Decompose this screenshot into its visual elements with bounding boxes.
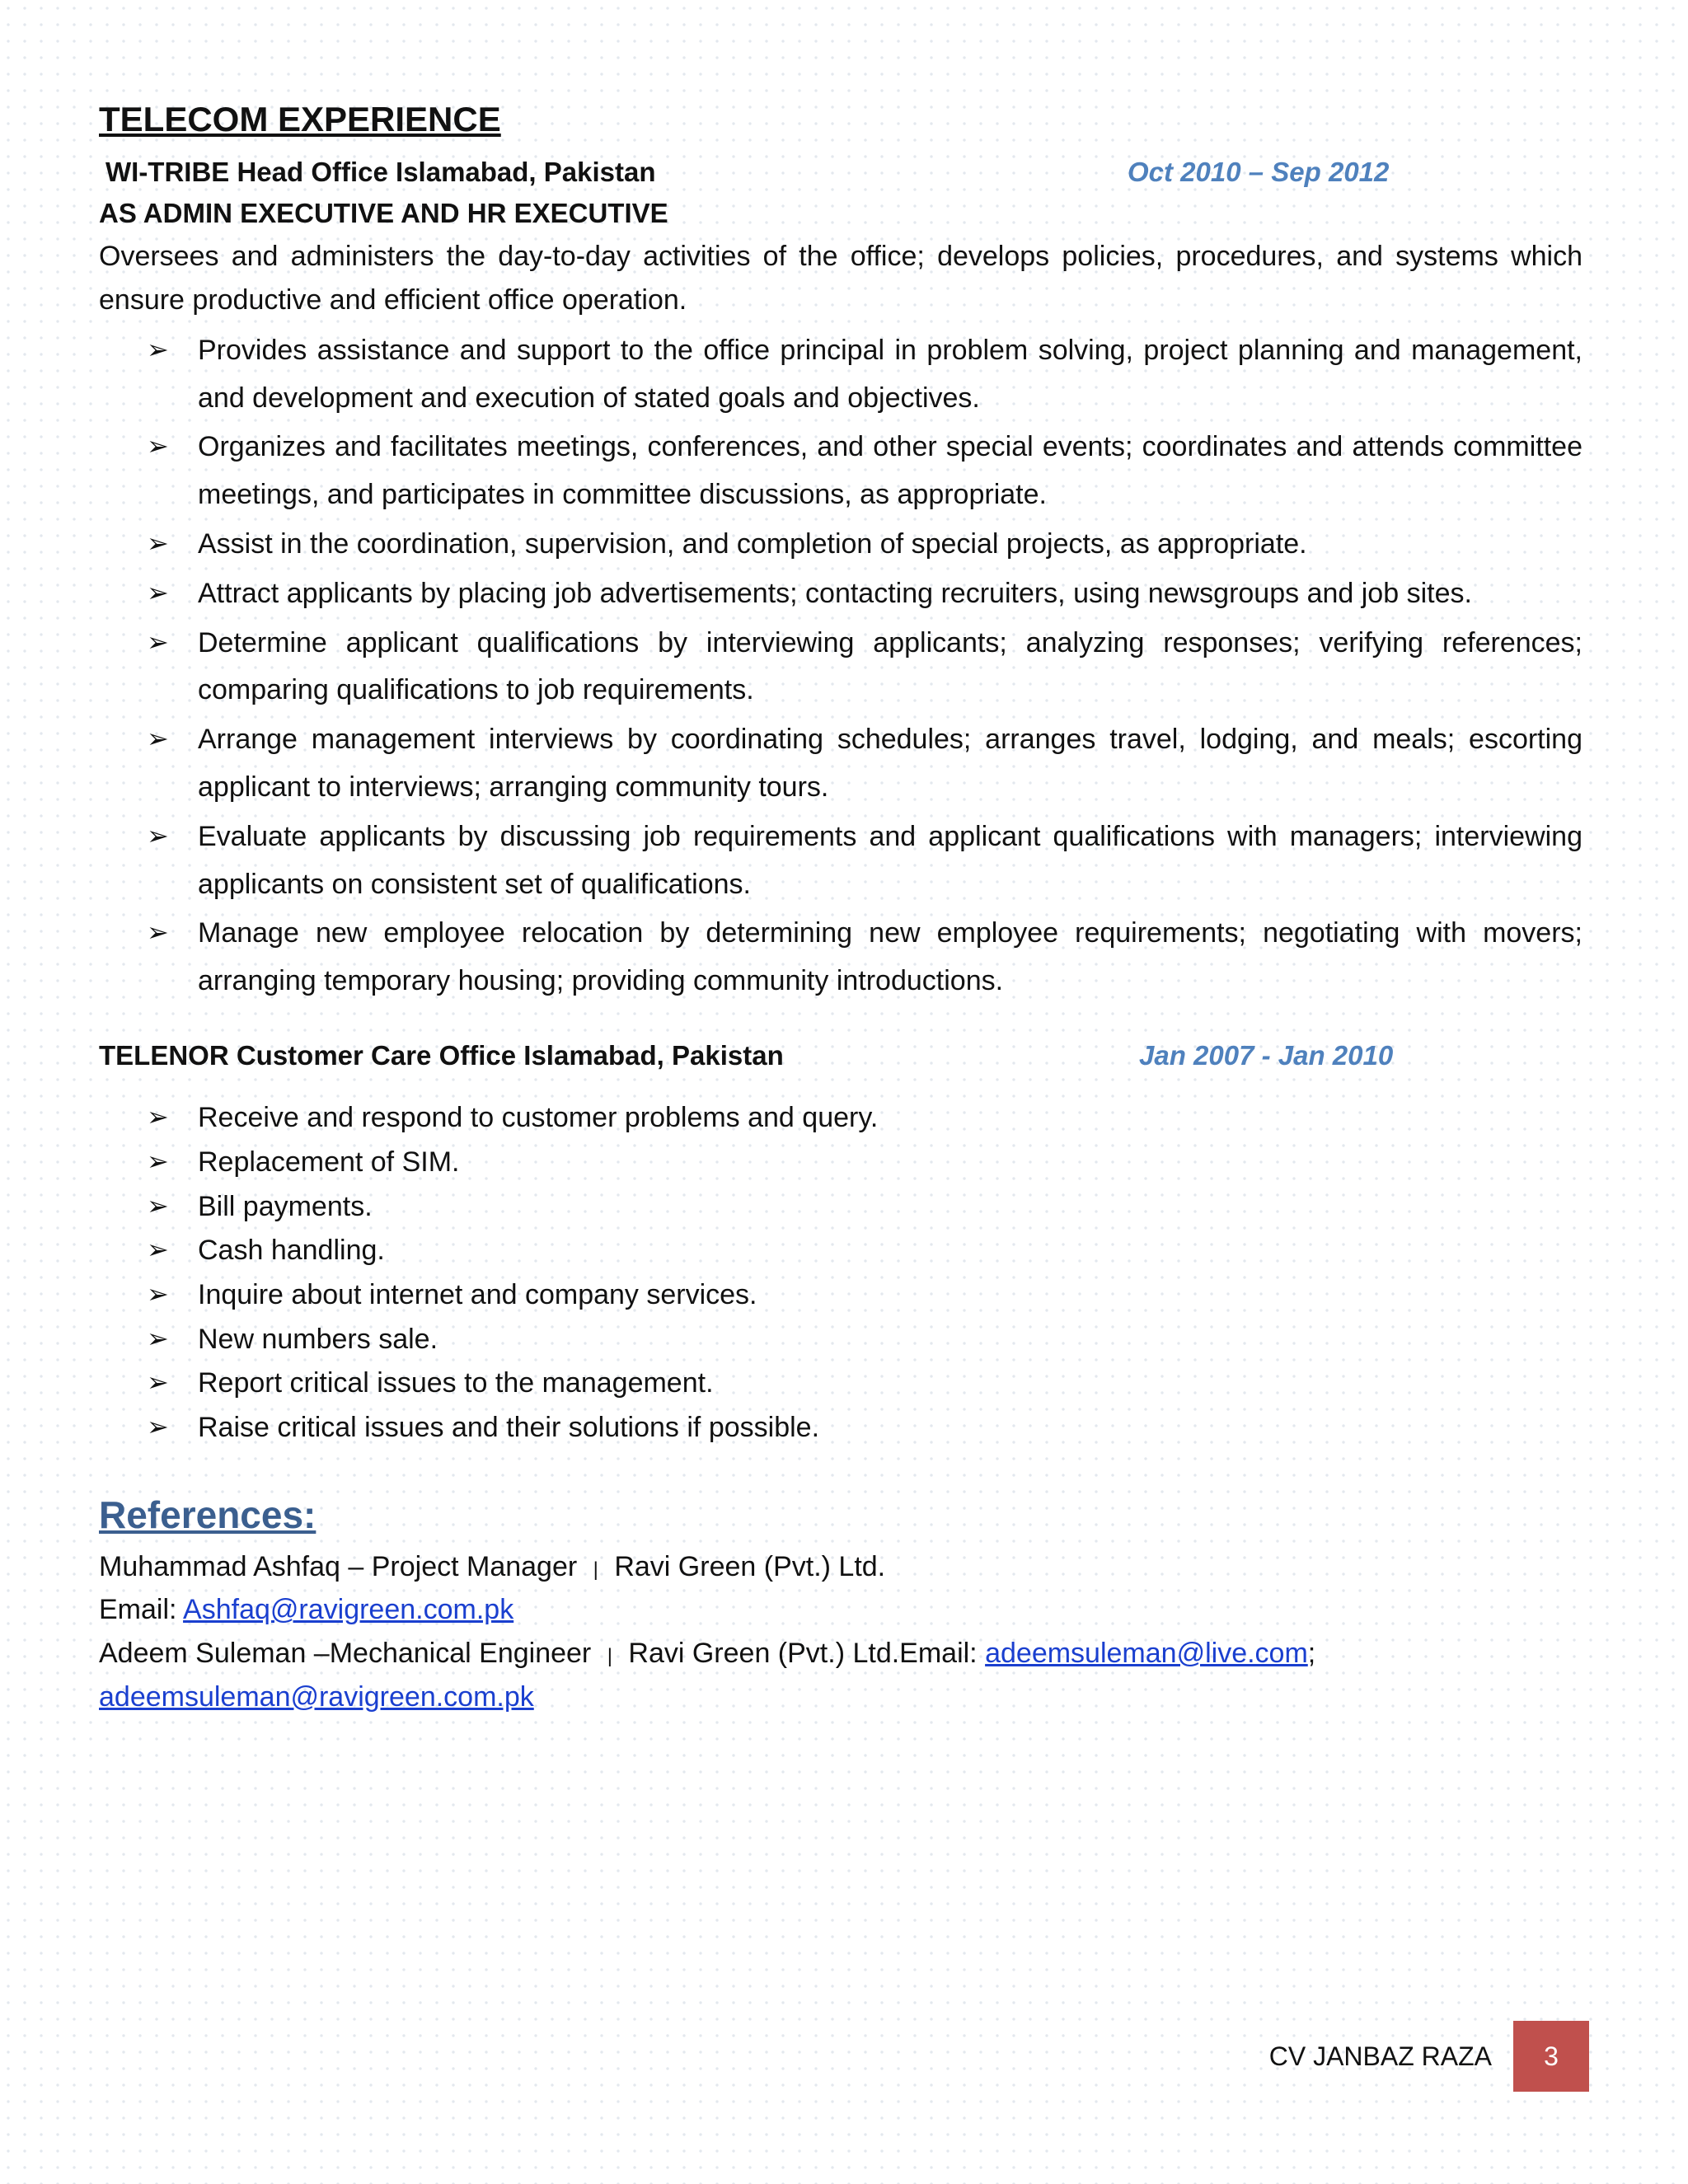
arrow-bullet-icon: ➢ xyxy=(147,334,169,364)
arrow-bullet-icon: ➢ xyxy=(147,1412,169,1442)
list-item: ➢ Determine applicant qualifications by interviewing applicants; analyzing responses; verifying references; comparing qualifications to job requirements. xyxy=(198,620,1582,715)
page-number-badge: 3 xyxy=(1513,2021,1589,2092)
list-item: ➢ Organizes and facilitates meetings, conferences, and other special events; coordinates and attends committee meetings, and participates in committee discussions, as appropriate. xyxy=(198,424,1582,519)
ref1-email-link[interactable]: Ashfaq@ravigreen.com.pk xyxy=(183,1594,514,1626)
arrow-bullet-icon: ➢ xyxy=(147,820,169,851)
job1-org: WI-TRIBE Head Office Islamabad, Pakistan xyxy=(106,157,656,188)
list-item: ➢ Bill payments. xyxy=(198,1186,1582,1229)
references-title: References: xyxy=(99,1493,316,1536)
list-item: ➢ Provides assistance and support to the office principal in problem solving, project planning and management, and development and execution of stated goals and objectives. xyxy=(198,327,1582,423)
list-item: ➢ New numbers sale. xyxy=(198,1319,1582,1361)
job1-summary: Oversees and administers the day-to-day activities of the office; develops policies, procedures, and systems which ensure productive and efficient office operation. xyxy=(99,241,1582,316)
reference-1-email xyxy=(99,1588,1582,1632)
arrow-bullet-icon: ➢ xyxy=(147,577,169,607)
cv-page xyxy=(99,99,1582,1719)
arrow-bullet-icon: ➢ xyxy=(147,917,169,948)
list-item: ➢ Attract applicants by placing job advertisements; contacting recruiters, using newsgroups and job sites. xyxy=(198,570,1582,618)
job1-dates: Oct 2010 – Sep 2012 xyxy=(1128,157,1390,188)
job2-org: TELENOR Customer Care Office Islamabad, Pakistan xyxy=(99,1039,784,1071)
job1-bullet-list xyxy=(99,327,1582,1005)
list-item: ➢ Assist in the coordination, supervision, and completion of special projects, as appropriate. xyxy=(198,521,1582,569)
job2-dates: Jan 2007 - Jan 2010 xyxy=(1139,1039,1394,1071)
list-item: ➢ Evaluate applicants by discussing job requirements and applicant qualifications with managers; interviewing applicants on consistent set of qualifications. xyxy=(198,813,1582,909)
arrow-bullet-icon: ➢ xyxy=(147,527,169,558)
list-item: ➢ Arrange management interviews by coordinating schedules; arranges travel, lodging, and meals; escorting applicant to interviews; arranging community tours. xyxy=(198,716,1582,812)
list-item: ➢ Replacement of SIM. xyxy=(198,1141,1582,1184)
separator: | xyxy=(593,1558,598,1581)
arrow-bullet-icon: ➢ xyxy=(147,724,169,754)
arrow-bullet-icon: ➢ xyxy=(147,1323,169,1353)
arrow-bullet-icon: ➢ xyxy=(147,626,169,657)
arrow-bullet-icon: ➢ xyxy=(147,1102,169,1132)
arrow-bullet-icon: ➢ xyxy=(147,1235,169,1265)
list-item: ➢ Report critical issues to the management. xyxy=(198,1362,1582,1405)
list-item: ➢ Cash handling. xyxy=(198,1230,1582,1272)
page-footer xyxy=(1269,2021,1589,2092)
list-item: ➢ Raise critical issues and their solutions if possible. xyxy=(198,1407,1582,1450)
job1-role: AS ADMIN EXECUTIVE AND HR EXECUTIVE xyxy=(99,197,668,228)
reference-2-email-2 xyxy=(99,1675,1582,1719)
list-item: ➢ Inquire about internet and company services. xyxy=(198,1274,1582,1317)
email-label: Email: xyxy=(99,1594,177,1626)
ref2-email-link-1[interactable]: adeemsuleman@live.com xyxy=(985,1638,1308,1670)
arrow-bullet-icon: ➢ xyxy=(147,1279,169,1310)
ref2-company-email-label: Ravi Green (Pvt.) Ltd.Email: xyxy=(628,1638,978,1670)
ref1-name: Muhammad Ashfaq – Project Manager xyxy=(99,1550,578,1582)
arrow-bullet-icon: ➢ xyxy=(147,1190,169,1221)
arrow-bullet-icon: ➢ xyxy=(147,1367,169,1398)
arrow-bullet-icon: ➢ xyxy=(147,1146,169,1177)
job2-bullet-list xyxy=(99,1097,1582,1449)
job1-header xyxy=(99,152,1582,193)
list-item: ➢ Manage new employee relocation by determining new employee requirements; negotiating with movers; arranging temporary housing; providing community introductions. xyxy=(198,910,1582,1005)
list-item: ➢ Receive and respond to customer problems and query. xyxy=(198,1097,1582,1140)
ref2-name: Adeem Suleman –Mechanical Engineer xyxy=(99,1638,592,1670)
email-separator: ; xyxy=(1307,1638,1316,1670)
reference-2 xyxy=(99,1632,1582,1675)
ref1-company: Ravi Green (Pvt.) Ltd. xyxy=(614,1550,886,1582)
separator: | xyxy=(607,1645,612,1668)
footer-name: CV JANBAZ RAZA xyxy=(1268,2041,1492,2071)
arrow-bullet-icon: ➢ xyxy=(147,431,169,462)
reference-1 xyxy=(99,1545,1582,1589)
section-title: TELECOM EXPERIENCE xyxy=(99,100,501,138)
ref2-email-link-2[interactable]: adeemsuleman@ravigreen.com.pk xyxy=(99,1680,534,1713)
job2-header xyxy=(99,1035,1582,1076)
